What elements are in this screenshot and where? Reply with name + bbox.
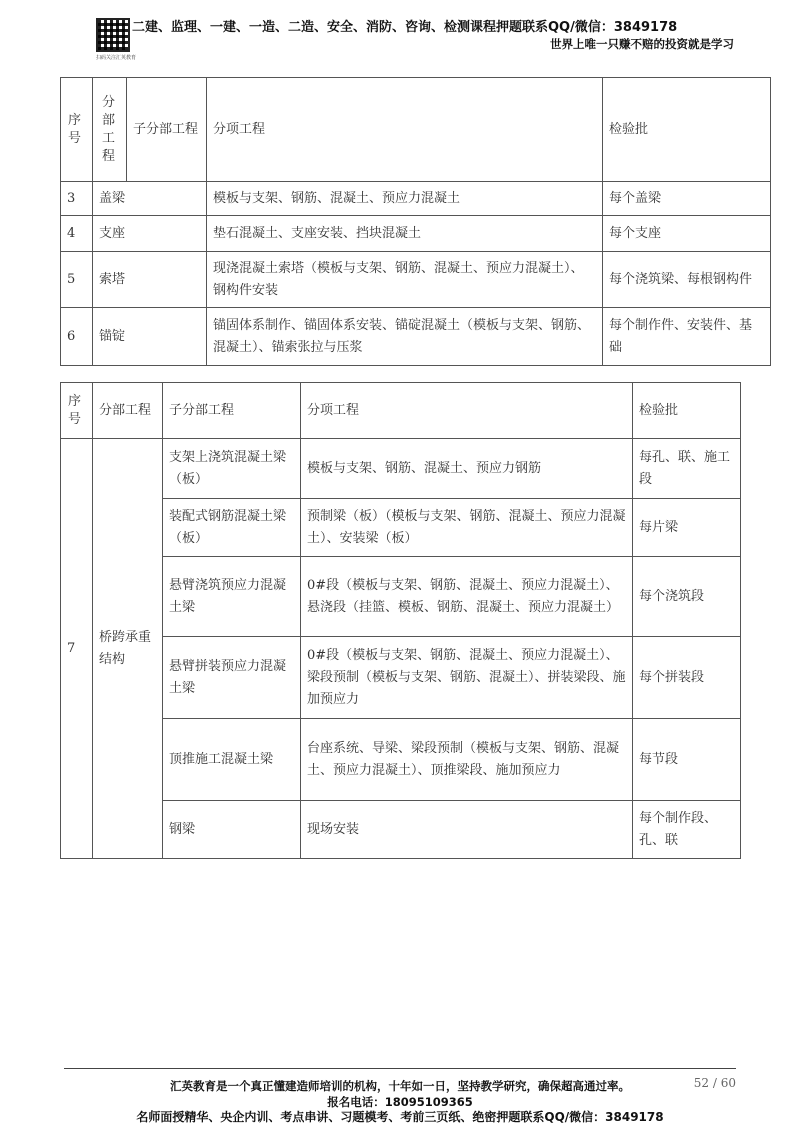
header-subdivision: 子分部工程 (127, 78, 207, 182)
table-bottom (60, 382, 741, 859)
header-contact-line: 二建、监理、一建、一造、二造、安全、消防、咨询、检测课程押题联系QQ/微信：3849178 (132, 20, 678, 35)
footer-slogan: 汇英教育是一个真正懂建造师培训的机构，十年如一日，坚持教学研究，确保超高通过率。 (170, 1079, 630, 1093)
cell-lot: 每节段 (633, 719, 741, 801)
header-no: 序号 (61, 383, 93, 439)
cell-item: 垫石混凝土、支座安装、挡块混凝土 (207, 216, 603, 252)
header-no: 序号 (61, 78, 93, 182)
cell-item: 0#段（模板与支架、钢筋、混凝土、预应力混凝土）、梁段预制（模板与支架、钢筋、混凝土）、拼装梁段、施加预应力 (301, 637, 633, 719)
cell-lot: 每个浇筑梁、每根钢构件 (603, 252, 771, 308)
cell-no: 3 (61, 182, 93, 216)
header-slogan: 世界上唯一只赚不赔的投资就是学习 (550, 37, 734, 51)
cell-item: 模板与支架、钢筋、混凝土、预应力钢筋 (301, 439, 633, 499)
table-row (61, 499, 741, 557)
table-row (61, 252, 771, 308)
cell-no: 5 (61, 252, 93, 308)
cell-item: 现浇混凝土索塔（模板与支架、钢筋、混凝土、预应力混凝土）、钢构件安装 (207, 252, 603, 308)
cell-subdivision: 悬臂浇筑预应力混凝土梁 (163, 557, 301, 637)
cell-no: 4 (61, 216, 93, 252)
cell-subdivision: 顶推施工混凝土梁 (163, 719, 301, 801)
cell-division: 索塔 (93, 252, 207, 308)
table-row (61, 637, 741, 719)
footer-phone: 报名电话：18095109365 (327, 1095, 473, 1109)
cell-item: 预制梁（板）（模板与支架、钢筋、混凝土、预应力混凝土）、安装梁（板） (301, 499, 633, 557)
cell-lot: 每个制作件、安装件、基础 (603, 308, 771, 366)
header-subdivision: 子分部工程 (163, 383, 301, 439)
qr-code-icon (96, 18, 130, 52)
cell-item: 台座系统、导梁、梁段预制（模板与支架、钢筋、混凝土、预应力混凝土）、顶推梁段、施加预应力 (301, 719, 633, 801)
footer-divider (64, 1068, 736, 1069)
header-item: 分项工程 (207, 78, 603, 182)
cell-lot: 每个浇筑段 (633, 557, 741, 637)
cell-no: 7 (61, 439, 93, 859)
cell-division: 桥跨承重结构 (93, 439, 163, 859)
cell-subdivision: 装配式钢筋混凝土梁（板） (163, 499, 301, 557)
cell-item: 0#段（模板与支架、钢筋、混凝土、预应力混凝土）、悬浇段（挂篮、模板、钢筋、混凝土、预应力混凝土） (301, 557, 633, 637)
cell-lot: 每个拼装段 (633, 637, 741, 719)
table-row (61, 182, 771, 216)
header-division: 分部工程 (93, 78, 127, 182)
qr-caption: 扫码关注汇英教育 (96, 55, 136, 61)
cell-subdivision: 支架上浇筑混凝土梁（板） (163, 439, 301, 499)
cell-division: 锚锭 (93, 308, 207, 366)
cell-division: 支座 (93, 216, 207, 252)
footer-contact: 名师面授精华、央企内训、考点串讲、习题模考、考前三页纸、绝密押题联系QQ/微信：3849178 (136, 1110, 664, 1124)
cell-subdivision: 悬臂拼装预应力混凝土梁 (163, 637, 301, 719)
table-row (61, 557, 741, 637)
header-lot: 检验批 (603, 78, 771, 182)
table-row (61, 439, 741, 499)
page-header (96, 14, 756, 64)
cell-subdivision: 钢梁 (163, 801, 301, 859)
cell-lot: 每个制作段、孔、联 (633, 801, 741, 859)
table-row (61, 801, 741, 859)
cell-item: 现场安装 (301, 801, 633, 859)
table-row (61, 308, 771, 366)
cell-item: 模板与支架、钢筋、混凝土、预应力混凝土 (207, 182, 603, 216)
cell-division: 盖梁 (93, 182, 207, 216)
header-division: 分部工程 (93, 383, 163, 439)
cell-item: 锚固体系制作、锚固体系安装、锚碇混凝土（模板与支架、钢筋、混凝土）、锚索张拉与压浆 (207, 308, 603, 366)
cell-lot: 每片梁 (633, 499, 741, 557)
table-row (61, 719, 741, 801)
table-header-row (61, 383, 741, 439)
page-number: 52 / 60 (693, 1076, 736, 1090)
cell-lot: 每孔、联、施工段 (633, 439, 741, 499)
header-item: 分项工程 (301, 383, 633, 439)
table-row (61, 216, 771, 252)
table-header-row (61, 78, 771, 182)
cell-lot: 每个支座 (603, 216, 771, 252)
cell-lot: 每个盖梁 (603, 182, 771, 216)
cell-no: 6 (61, 308, 93, 366)
header-lot: 检验批 (633, 383, 741, 439)
table-top (60, 77, 771, 366)
